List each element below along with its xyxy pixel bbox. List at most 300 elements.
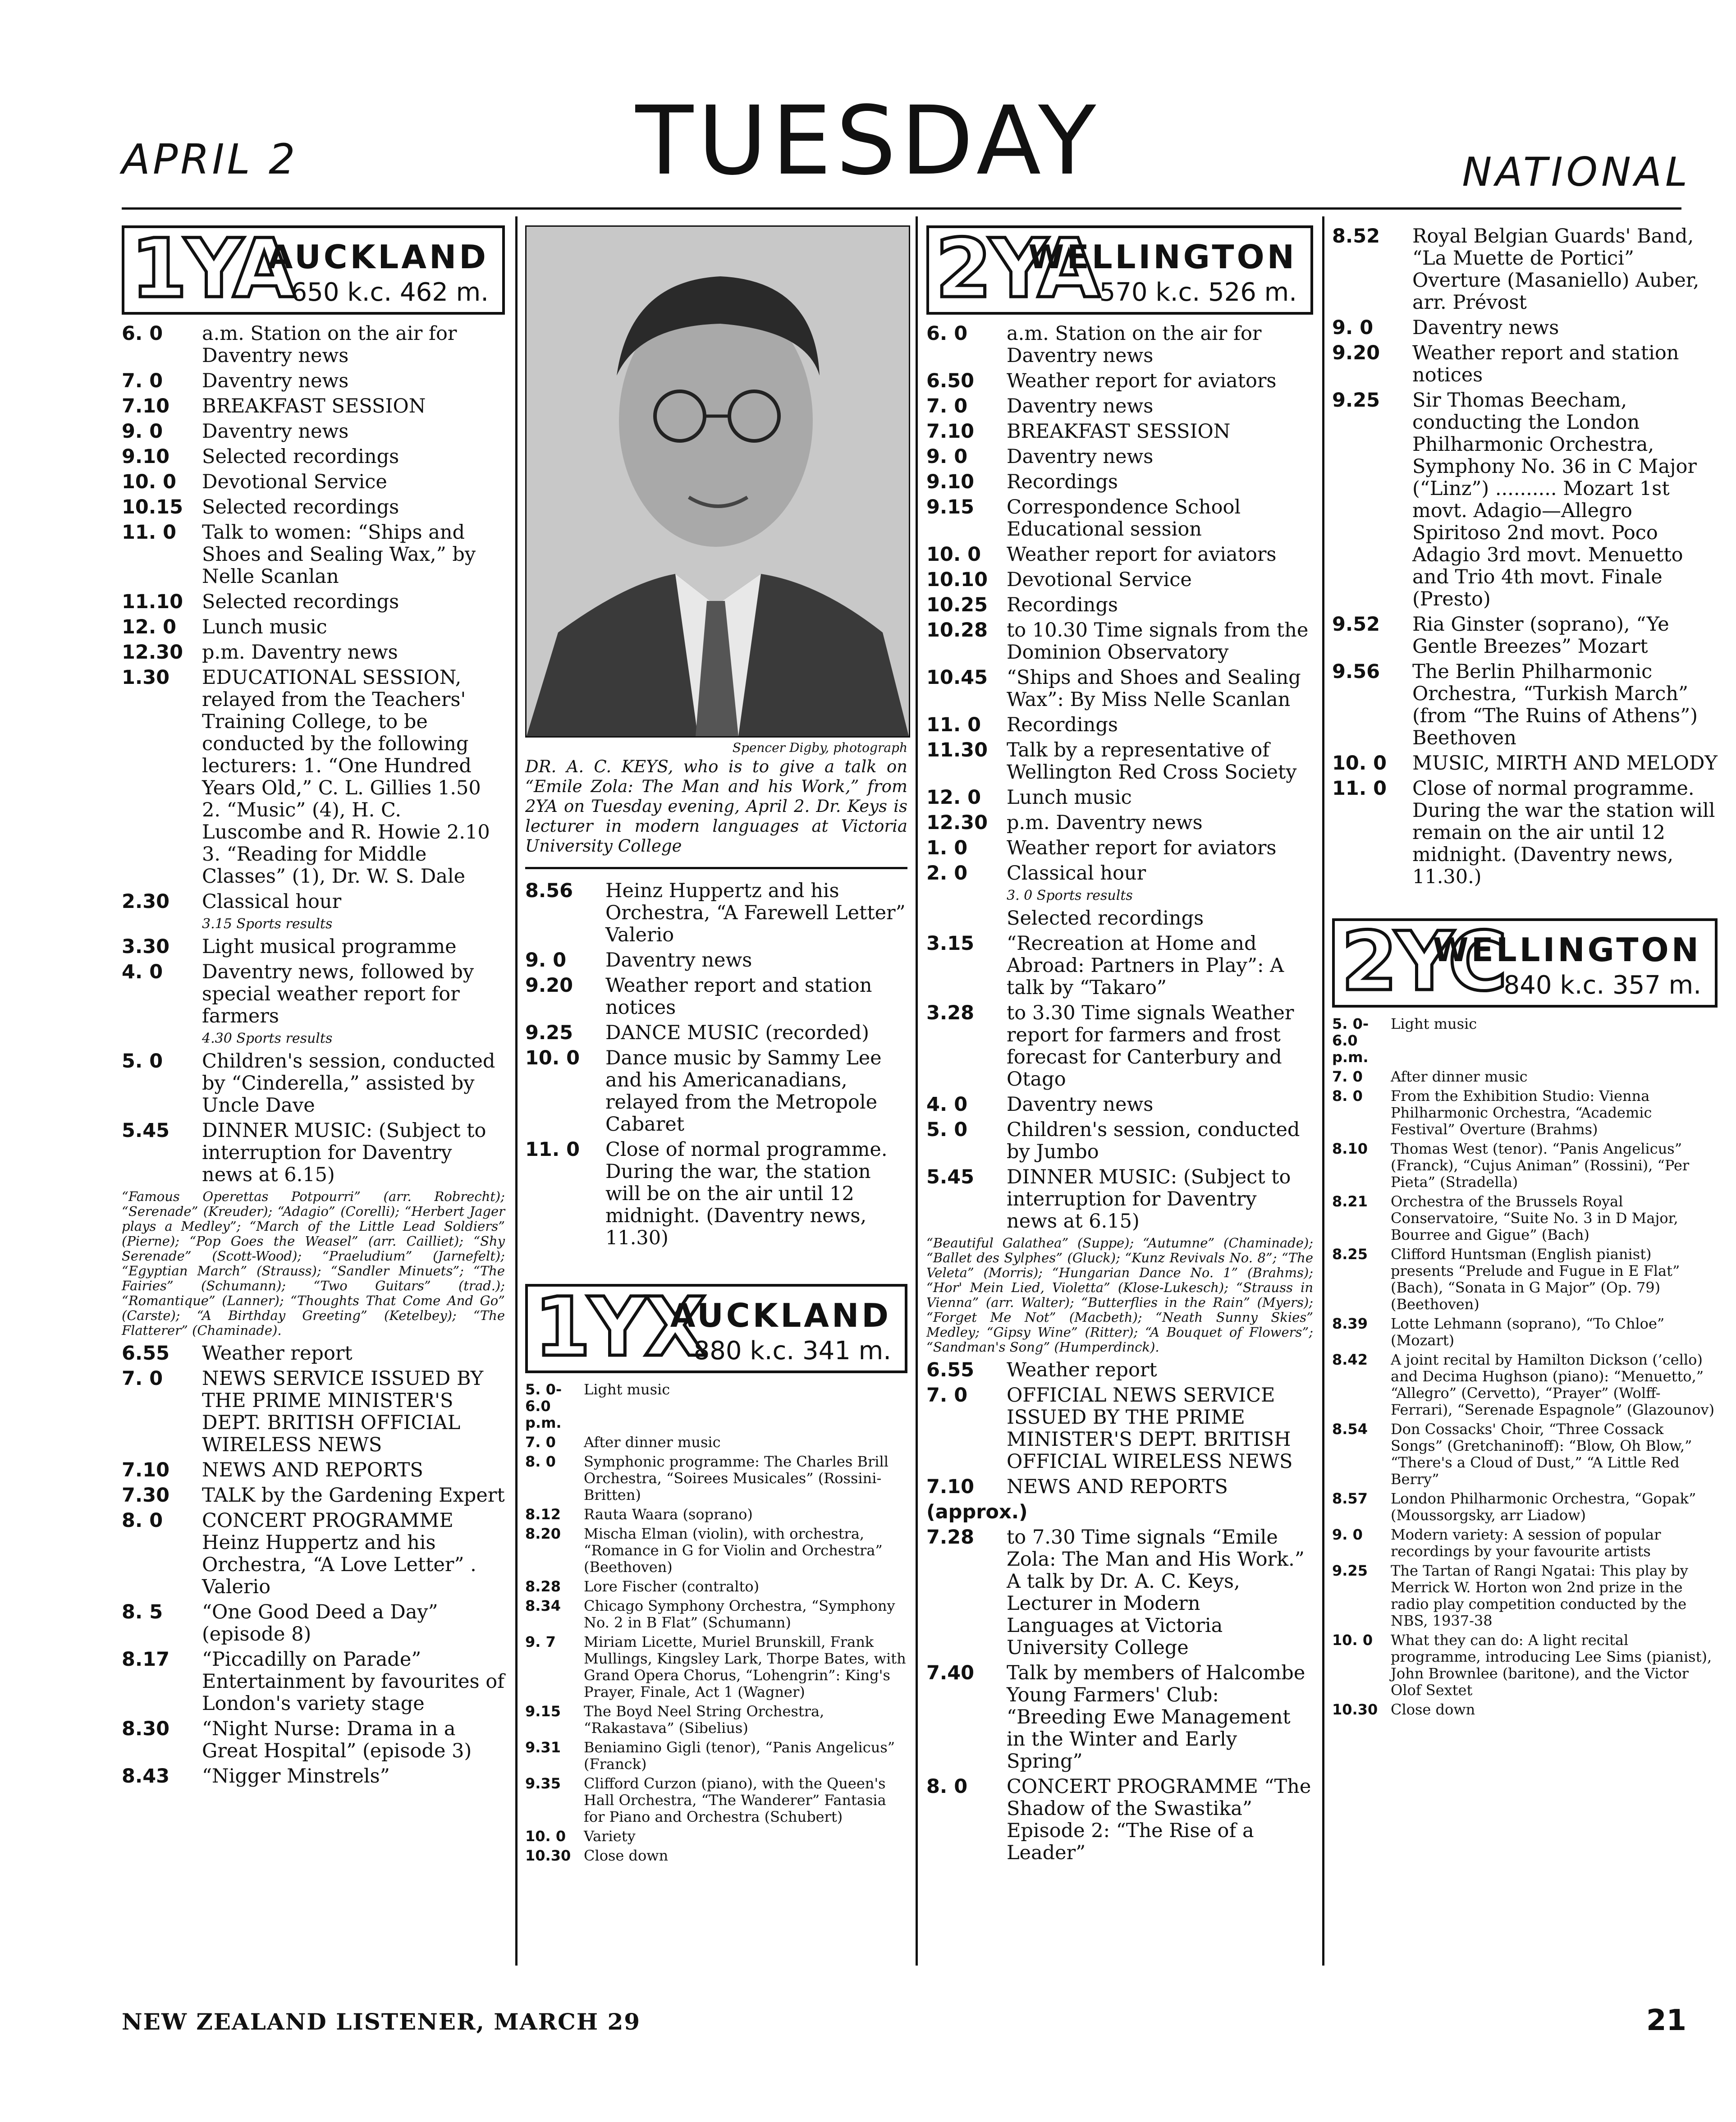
program-entry — [525, 1598, 907, 1631]
program-time: 9.25 — [1332, 389, 1380, 412]
sports-note: 3.15 Sports results — [202, 916, 333, 932]
program-description: Variety — [584, 1828, 636, 1845]
program-description: From the Exhibition Studio: Vienna Philharmonic Orchestra, “Academic Festival” Overture (Brahms) — [1391, 1087, 1652, 1138]
program-description: MUSIC, MIRTH AND MELODY — [1412, 752, 1718, 775]
program-time: 7. 0 — [926, 395, 968, 417]
program-entry — [122, 1459, 505, 1481]
program-time: 8.30 — [122, 1718, 170, 1740]
program-time: 11. 0 — [1332, 777, 1387, 800]
program-description: “Night Nurse: Drama in a Great Hospital” (episode 3) — [202, 1718, 472, 1762]
program-entry — [525, 1634, 907, 1700]
program-entry — [122, 446, 505, 468]
program-time: 9.35 — [525, 1775, 561, 1792]
dinner-music-list: “Beautiful Galathea” (Suppe); “Autumne” (Chaminade); “Ballet des Sylphes” (Gluck); “Kunz Revivals No. 8”; “The Veleta” (Morris); “Hungarian Dance No. 1” (Brahms); “Hor' Mein Lied, Violetta” (Klose-Lukesch); “Strauss in Vienna” (arr. Walter); “Butterflies in the Rain” (Myers); “Forget Me Not” (Macbeth); “Neath Sunny Skies” Medley; “Gipsy Wine” (Ritter); “A Bouquet of Flowers”; “Sandman's Song” (Humperdinck). — [926, 1235, 1313, 1355]
program-description: Weather report — [1007, 1359, 1157, 1381]
program-time: 5.45 — [122, 1119, 170, 1142]
photo-credit: Spencer Digby, photograph — [732, 740, 907, 755]
program-entry — [1332, 1016, 1718, 1066]
program-description: Daventry news — [1007, 445, 1154, 468]
program-entry — [122, 1485, 505, 1507]
program-entry — [926, 714, 1313, 736]
program-description: NEWS AND REPORTS — [1007, 1476, 1228, 1498]
program-time: 7. 0 — [122, 370, 163, 392]
program-entry — [926, 569, 1313, 591]
program-description: London Philharmonic Orchestra, “Gopak” (Moussorgsky, arr Liadow) — [1391, 1490, 1696, 1524]
column-2ya-cont-2yc — [1332, 225, 1718, 1721]
program-time: 6.55 — [926, 1359, 975, 1381]
program-entry — [1332, 1701, 1718, 1718]
program-entry — [525, 1828, 907, 1845]
program-description: Weather report — [202, 1342, 353, 1365]
program-description: Daventry news — [202, 420, 349, 443]
program-entry — [525, 1506, 907, 1523]
program-time: 9.15 — [926, 496, 975, 518]
program-description: CONCERT PROGRAMME Heinz Huppertz and his Orchestra, “A Love Letter” . Valerio — [202, 1509, 476, 1598]
program-time: 8.34 — [525, 1597, 561, 1614]
program-entry — [926, 837, 1313, 859]
program-time: 10.30 — [525, 1847, 571, 1864]
program-time: 7.10 — [122, 395, 170, 417]
footer-publication: NEW ZEALAND LISTENER, MARCH 29 — [122, 2008, 641, 2035]
station-box-1ya — [122, 222, 505, 316]
program-list — [926, 1359, 1313, 1864]
portrait-photo — [525, 225, 910, 738]
program-description: A joint recital by Hamilton Dickson (’cello) and Decima Hughson (piano): “Menuetto,” “Allegro” (Cervetto), “Prayer” (Wolff-Ferrari), “Serenade Espagnole” (Glazounov) — [1391, 1351, 1715, 1418]
program-time: 9. 0 — [1332, 1526, 1363, 1543]
program-time: 8.56 — [525, 880, 573, 902]
program-time: 1.30 — [122, 666, 170, 689]
program-description: “One Good Deed a Day” (episode 8) — [202, 1601, 438, 1645]
program-entry — [122, 891, 505, 913]
program-description: Light music — [584, 1381, 670, 1398]
program-time: 5. 0-6.0 p.m. — [1332, 1015, 1369, 1066]
program-entry — [1332, 1490, 1718, 1524]
program-list — [122, 323, 505, 913]
program-entry — [525, 1047, 907, 1136]
station-callsign: 2YA — [935, 222, 1098, 316]
program-description: Heinz Huppertz and his Orchestra, “A Farewell Letter” Valerio — [605, 880, 906, 946]
program-entry — [525, 1381, 907, 1431]
program-entry — [926, 1119, 1313, 1163]
column-2ya — [926, 222, 1313, 1867]
column-divider — [1322, 216, 1324, 1966]
program-time: 3.30 — [122, 935, 170, 958]
program-description: Clifford Curzon (piano), with the Queen's Hall Orchestra, “The Wanderer” Fantasia for Piano and Orchestra (Schubert) — [584, 1775, 886, 1825]
program-time: 10. 0 — [1332, 752, 1387, 775]
program-entry — [1332, 1632, 1718, 1699]
station-city: WELLINGTON — [1433, 931, 1701, 969]
program-description: BREAKFAST SESSION — [1007, 420, 1231, 443]
program-list-small — [1332, 1016, 1718, 1718]
program-description: Close down — [584, 1847, 669, 1864]
program-description: to 7.30 Time signals “Emile Zola: The Man and His Work.” A talk by Dr. A. C. Keys, Lecturer in Modern Languages at Victoria University College — [1007, 1526, 1305, 1659]
program-description: Lotte Lehmann (soprano), “To Chloe” (Mozart) — [1391, 1315, 1665, 1349]
program-description: Dance music by Sammy Lee and his Americanadians, relayed from the Metropole Cabaret — [605, 1047, 882, 1136]
program-list-small — [525, 1381, 907, 1864]
program-entry — [122, 1601, 505, 1645]
program-entry — [525, 1847, 907, 1864]
program-description: Close of normal programme. During the war the station will remain on the air until 12 midnight. (Daventry news, 11.30.) — [1412, 777, 1715, 888]
column-divider — [515, 216, 518, 1966]
program-time: 7.10 — [926, 1476, 975, 1498]
program-time: 9.31 — [525, 1739, 561, 1756]
program-time: 8.28 — [525, 1578, 561, 1595]
program-description: The Tartan of Rangi Ngatai: This play by Merrick W. Horton won 2nd prize in the radio play competition conducted by the NBS, 1937-38 — [1391, 1562, 1688, 1629]
program-time: 8. 0 — [525, 1453, 556, 1470]
program-entry — [926, 1094, 1313, 1116]
program-entry — [122, 961, 505, 1027]
program-entry — [122, 1649, 505, 1715]
program-list — [525, 880, 907, 1249]
program-entry — [1332, 390, 1718, 610]
program-description: Children's session, conducted by Jumbo — [1007, 1118, 1300, 1163]
program-description: Talk by members of Halcombe Young Farmers' Club: “Breeding Ewe Management in the Winter and Early Spring” — [1007, 1662, 1305, 1773]
program-time: 8.21 — [1332, 1193, 1368, 1210]
station-city: AUCKLAND — [670, 1297, 891, 1334]
program-description: “Ships and Shoes and Sealing Wax”: By Miss Nelle Scanlan — [1007, 666, 1301, 711]
program-description: Weather report and station notices — [605, 974, 872, 1019]
program-description: Close of normal programme. During the war, the station will be on the air until 12 midnight. (Daventry news, 11.30) — [605, 1138, 888, 1249]
program-description: Weather report and station notices — [1412, 342, 1679, 386]
section-rule — [525, 867, 907, 869]
program-time: 6.50 — [926, 370, 975, 392]
program-description: Recordings — [1007, 714, 1118, 736]
program-description: DINNER MUSIC: (Subject to interruption for Daventry news at 6.15) — [1007, 1166, 1291, 1233]
station-city: WELLINGTON — [1028, 238, 1297, 276]
program-description: Clifford Huntsman (English pianist) presents “Prelude and Fugue in E Flat” (Bach), “Sonata in G Major” (Op. 79) (Beethoven) — [1391, 1246, 1680, 1313]
station-callsign: 1YA — [131, 222, 293, 316]
program-entry — [122, 1765, 505, 1787]
program-time: 11.10 — [122, 591, 183, 613]
program-time: 8.25 — [1332, 1246, 1368, 1263]
program-entry — [122, 1368, 505, 1456]
program-description: p.m. Daventry news — [1007, 811, 1203, 834]
program-description: NEWS SERVICE ISSUED BY THE PRIME MINISTER'S DEPT. BRITISH OFFICIAL WIRELESS NEWS — [202, 1367, 484, 1456]
program-description: Selected recordings — [202, 496, 399, 518]
program-description: DANCE MUSIC (recorded) — [605, 1022, 869, 1044]
program-description: Daventry news — [1007, 1093, 1154, 1116]
program-entry — [122, 471, 505, 493]
program-entry — [1332, 1193, 1718, 1243]
station-frequency: 840 k.c. 357 m. — [1503, 971, 1701, 1000]
program-entry — [926, 1476, 1313, 1498]
program-description: After dinner music — [584, 1434, 721, 1451]
program-entry — [1332, 1246, 1718, 1313]
program-time: 3.15 — [926, 932, 975, 955]
program-time: 10.15 — [122, 496, 183, 518]
program-description: Daventry news, followed by special weather report for farmers — [202, 961, 474, 1027]
program-entry — [1332, 1088, 1718, 1138]
program-entry — [122, 370, 505, 392]
program-time: 2.30 — [122, 890, 170, 913]
program-description: to 10.30 Time signals from the Dominion Observatory — [1007, 619, 1309, 664]
program-entry — [525, 1739, 907, 1773]
program-time: 7. 0 — [122, 1367, 163, 1390]
program-entry — [525, 1453, 907, 1503]
program-entry — [926, 594, 1313, 616]
program-time: 10. 0 — [525, 1047, 580, 1069]
program-time: 4. 0 — [122, 961, 163, 983]
program-time: 12. 0 — [122, 616, 177, 638]
program-time: 7. 0 — [525, 1434, 556, 1451]
program-time: 8.42 — [1332, 1351, 1368, 1368]
program-time: (approx.) — [926, 1501, 1028, 1523]
program-entry — [1332, 1352, 1718, 1418]
program-description: TALK by the Gardening Expert — [202, 1484, 505, 1507]
program-time: 8. 5 — [122, 1601, 163, 1623]
program-description: to 3.30 Time signals Weather report for farmers and frost forecast for Canterbury and Otago — [1007, 1002, 1294, 1091]
portrait-image — [527, 227, 909, 736]
program-time: 9.10 — [122, 445, 170, 468]
program-entry — [1332, 614, 1718, 658]
program-entry — [122, 522, 505, 588]
station-box-2yc — [1332, 915, 1718, 1009]
program-time: 9.20 — [1332, 342, 1380, 364]
program-description: Beniamino Gigli (tenor), “Panis Angelicus” (Franck) — [584, 1739, 895, 1773]
program-time: 9.25 — [525, 1022, 573, 1044]
program-entry — [122, 1343, 505, 1365]
header-rule — [122, 207, 1681, 210]
program-time: 6.55 — [122, 1342, 170, 1365]
program-description: Ria Ginster (soprano), “Ye Gentle Breezes” Mozart — [1412, 613, 1669, 658]
program-time: 9.15 — [525, 1703, 561, 1720]
program-description: NEWS AND REPORTS — [202, 1459, 423, 1481]
program-description: What they can do: A light recital programme, introducing Lee Sims (pianist), John Brownlee (baritone), and the Victor Olof Sextet — [1391, 1632, 1712, 1699]
station-frequency: 570 k.c. 526 m. — [1099, 278, 1297, 307]
program-entry — [926, 619, 1313, 664]
program-list — [926, 907, 1313, 1233]
program-list — [1332, 225, 1718, 888]
program-entry — [926, 812, 1313, 834]
program-time: 10.10 — [926, 568, 988, 591]
program-entry — [1332, 661, 1718, 749]
program-time: 8.39 — [1332, 1315, 1368, 1332]
program-entry — [926, 1002, 1313, 1091]
program-description: Recordings — [1007, 594, 1118, 616]
program-time: 9.52 — [1332, 613, 1380, 636]
program-entry — [525, 1434, 907, 1451]
program-description: Don Cossacks' Choir, “Three Cossack Songs” (Gretchaninoff): “Blow, Oh Blow,” “There's a Cloud of Dust,” “A Little Red Berry” — [1391, 1421, 1692, 1488]
program-entry — [525, 1526, 907, 1576]
program-description — [1007, 1501, 1313, 1523]
program-entry — [122, 323, 505, 367]
program-description: Classical hour — [202, 890, 342, 913]
program-time: 8. 0 — [1332, 1087, 1363, 1105]
program-time: 2. 0 — [926, 862, 968, 885]
program-time: 8.54 — [1332, 1421, 1368, 1438]
program-entry — [926, 1776, 1313, 1864]
program-description: Royal Belgian Guards' Band, “La Muette de Portici” Overture (Masaniello) Auber, arr. Prévost — [1412, 225, 1699, 314]
program-entry — [926, 323, 1313, 367]
program-time: 7.10 — [926, 420, 975, 443]
program-entry — [1332, 342, 1718, 386]
station-callsign: 2YC — [1341, 915, 1505, 1009]
program-time: 9.56 — [1332, 660, 1380, 683]
program-entry — [122, 1718, 505, 1762]
station-city: AUCKLAND — [267, 238, 489, 276]
program-description: Children's session, conducted by “Cinderella,” assisted by Uncle Dave — [202, 1050, 495, 1117]
program-description: Talk to women: “Ships and Shoes and Sealing Wax,” by Nelle Scanlan — [202, 521, 476, 588]
program-entry — [525, 1139, 907, 1249]
program-time: 4. 0 — [926, 1093, 968, 1116]
program-description: “Nigger Minstrels” — [202, 1765, 390, 1787]
program-time: 3.28 — [926, 1002, 975, 1024]
program-description: After dinner music — [1391, 1068, 1528, 1085]
program-description: p.m. Daventry news — [202, 641, 398, 664]
program-time: 8. 0 — [122, 1509, 163, 1532]
program-description: Close down — [1391, 1701, 1475, 1718]
program-entry — [926, 933, 1313, 999]
footer-page-number: 21 — [1646, 2004, 1686, 2037]
photo-caption: DR. A. C. KEYS, who is to give a talk on “Emile Zola: The Man and his Work,” from 2YA on Tuesday evening, April 2. Dr. Keys is lecturer in modern languages at Victoria University College — [525, 757, 907, 856]
program-time: 9. 0 — [926, 445, 968, 468]
program-time: 9.20 — [525, 974, 573, 997]
program-entry — [525, 949, 907, 972]
program-entry — [1332, 1141, 1718, 1191]
program-description: Daventry news — [605, 949, 752, 972]
program-list — [122, 1343, 505, 1787]
program-time: 7.10 — [122, 1459, 170, 1481]
program-time — [926, 907, 1007, 930]
program-time: 9. 0 — [122, 420, 163, 443]
program-entry — [926, 1166, 1313, 1233]
program-time: 7.30 — [122, 1484, 170, 1507]
program-description: Light music — [1391, 1015, 1477, 1032]
program-time: 10.45 — [926, 666, 988, 689]
program-time: 10. 0 — [525, 1828, 566, 1845]
program-entry — [1332, 225, 1718, 314]
program-time: 7. 0 — [926, 1384, 968, 1407]
program-description: Light musical programme — [202, 935, 457, 958]
program-description: Weather report for aviators — [1007, 370, 1277, 392]
program-description: a.m. Station on the air for Daventry news — [202, 322, 457, 367]
program-description: CONCERT PROGRAMME “The Shadow of the Swastika” Episode 2: “The Rise of a Leader” — [1007, 1775, 1311, 1864]
program-entry — [926, 421, 1313, 443]
program-time: 10.25 — [926, 594, 988, 616]
header-network: NATIONAL — [1462, 149, 1691, 195]
program-description: a.m. Station on the air for Daventry news — [1007, 322, 1262, 367]
program-time: 5. 0-6.0 p.m. — [525, 1381, 562, 1431]
program-entry — [926, 1501, 1313, 1523]
program-entry — [122, 421, 505, 443]
program-entry — [1332, 778, 1718, 888]
program-description: Devotional Service — [202, 471, 387, 493]
program-description: “Piccadilly on Parade” Entertainment by favourites of London's variety stage — [202, 1648, 505, 1715]
program-entry — [122, 496, 505, 518]
program-list — [926, 323, 1313, 885]
program-entry — [525, 1775, 907, 1825]
program-entry — [122, 395, 505, 417]
program-description: Thomas West (tenor). “Panis Angelicus” (Franck), “Cujus Animan” (Rossini), “Per Pieta” (Stradella) — [1391, 1140, 1690, 1191]
program-time: 8.10 — [1332, 1140, 1368, 1157]
program-entry — [122, 667, 505, 888]
program-description: Miriam Licette, Muriel Brunskill, Frank Mullings, Kingsley Lark, Thorpe Bates, with Grand Opera Chorus, “Lohengrin”: King's Prayer, Finale, Act 1 (Wagner) — [584, 1633, 906, 1700]
program-time: 12. 0 — [926, 786, 981, 809]
sports-note: 4.30 Sports results — [202, 1031, 333, 1046]
program-description: Modern variety: A session of popular recordings by your favourite artists — [1391, 1526, 1661, 1560]
program-entry — [1332, 752, 1718, 775]
program-entry — [1332, 1526, 1718, 1560]
program-entry — [1332, 317, 1718, 339]
program-time: 11. 0 — [525, 1138, 580, 1161]
program-description: Recordings — [1007, 471, 1118, 493]
program-entry — [122, 616, 505, 638]
program-time: 7.28 — [926, 1526, 975, 1549]
program-time: 8.43 — [122, 1765, 170, 1787]
header-day: TUESDAY — [635, 86, 1101, 196]
program-description: Selected recordings — [1007, 907, 1204, 930]
program-time: 6. 0 — [926, 322, 968, 345]
program-entry — [525, 1022, 907, 1044]
program-description: Chicago Symphony Orchestra, “Symphony No. 2 in B Flat” (Schumann) — [584, 1597, 895, 1631]
program-time: 7.40 — [926, 1662, 975, 1684]
sports-note: 3. 0 Sports results — [1007, 888, 1133, 903]
program-time: 10.30 — [1332, 1701, 1378, 1718]
program-time: 10.28 — [926, 619, 988, 642]
program-time: 8.52 — [1332, 225, 1380, 247]
station-box-1yx — [525, 1280, 907, 1375]
program-time: 8.20 — [525, 1525, 561, 1542]
program-time: 11.30 — [926, 739, 988, 761]
program-entry — [926, 787, 1313, 809]
program-time: 5. 0 — [926, 1118, 968, 1141]
program-description: Symphonic programme: The Charles Brill Orchestra, “Soirees Musicales” (Rossini-Britten) — [584, 1453, 889, 1503]
program-time: 10. 0 — [1332, 1632, 1373, 1649]
program-time: 8.12 — [525, 1506, 561, 1523]
program-entry — [926, 1662, 1313, 1773]
program-entry — [525, 1703, 907, 1737]
program-description: Rauta Waara (soprano) — [584, 1506, 753, 1523]
program-description: Lunch music — [1007, 786, 1132, 809]
program-time: 11. 0 — [122, 521, 177, 544]
program-entry — [1332, 1563, 1718, 1629]
program-description: Lunch music — [202, 616, 327, 638]
program-entry — [122, 591, 505, 613]
program-time: 9. 0 — [1332, 316, 1374, 339]
program-entry — [926, 370, 1313, 392]
program-time: 5.45 — [926, 1166, 975, 1188]
program-entry — [525, 975, 907, 1019]
program-entry — [122, 642, 505, 664]
program-description: Weather report for aviators — [1007, 837, 1277, 859]
program-entry — [926, 1359, 1313, 1381]
program-description: Weather report for aviators — [1007, 543, 1277, 566]
program-time: 9. 0 — [525, 949, 567, 972]
program-description: Devotional Service — [1007, 568, 1192, 591]
program-entry — [926, 471, 1313, 493]
program-time: 6. 0 — [122, 322, 163, 345]
program-time: 8.57 — [1332, 1490, 1368, 1507]
program-entry — [926, 862, 1313, 885]
program-description: Sir Thomas Beecham, conducting the London Philharmonic Orchestra, Symphony No. 36 in C Major (“Linz”) .......... Mozart 1st movt. Adagio—Allegro Spiritoso 2nd movt. Poco Adagio 3rd movt. Menuetto and Trio 4th movt. Finale (Presto) — [1412, 389, 1697, 610]
program-entry — [926, 446, 1313, 468]
station-frequency: 880 k.c. 341 m. — [693, 1336, 891, 1366]
program-time: 8. 0 — [926, 1775, 968, 1798]
station-callsign: 1YX — [534, 1280, 704, 1375]
program-time: 9. 7 — [525, 1633, 556, 1650]
program-description: Lore Fischer (contralto) — [584, 1578, 760, 1595]
program-description: Selected recordings — [202, 591, 399, 613]
program-description: Selected recordings — [202, 445, 399, 468]
program-description: The Berlin Philharmonic Orchestra, “Turkish March” (from “The Ruins of Athens”) Beethoven — [1412, 660, 1698, 749]
program-entry — [926, 544, 1313, 566]
station-box-2ya — [926, 222, 1313, 316]
program-entry — [926, 395, 1313, 417]
program-entry — [122, 1510, 505, 1598]
program-time: 5. 0 — [122, 1050, 163, 1072]
program-time: 11. 0 — [926, 714, 981, 736]
column-photo-1yx — [525, 225, 907, 1867]
